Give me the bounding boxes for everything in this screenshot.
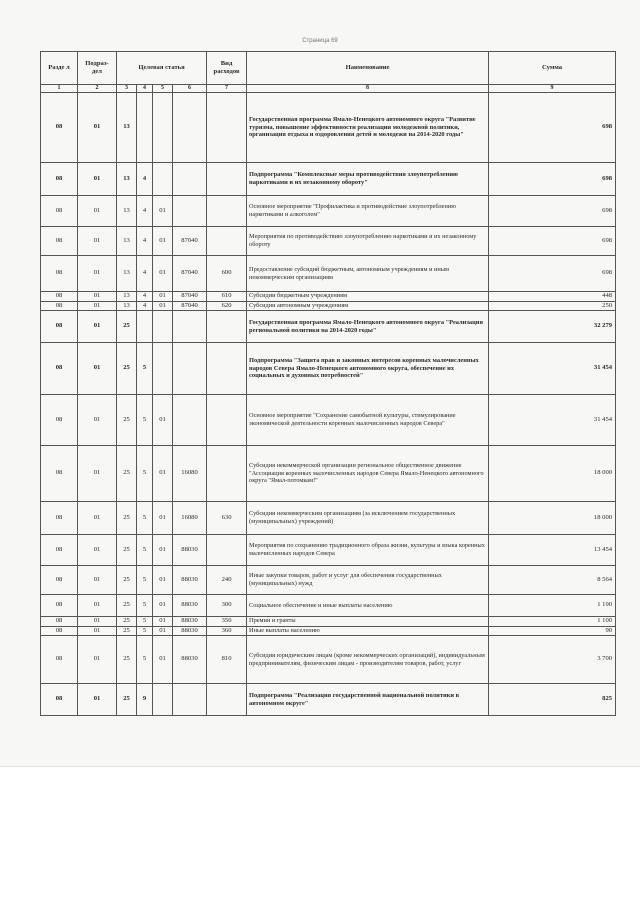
cell-razdel: 08 <box>41 595 78 617</box>
cell-subprogram: 5 <box>137 636 153 684</box>
cell-razdel: 08 <box>41 163 78 196</box>
cell-event <box>153 684 173 716</box>
cell-podrazdel: 01 <box>78 535 117 566</box>
cell-sum: 18 000 <box>489 446 616 502</box>
page-edge <box>0 766 640 767</box>
cell-razdel: 08 <box>41 446 78 502</box>
cell-vid <box>207 93 247 163</box>
cell-program: 13 <box>117 93 137 163</box>
cell-vid <box>207 196 247 227</box>
cell-name: Государственная программа Ямало-Ненецкого автономного округа "Реализация региональной политики на 2014-2020 годы" <box>247 311 489 343</box>
cell-vid <box>207 395 247 446</box>
cell-razdel: 08 <box>41 343 78 395</box>
cell-name: Премии и гранты <box>247 617 489 627</box>
cell-podrazdel: 01 <box>78 301 117 311</box>
cell-razdel: 08 <box>41 395 78 446</box>
cell-vid: 360 <box>207 626 247 636</box>
cell-event: 01 <box>153 626 173 636</box>
cell-subprogram: 4 <box>137 227 153 256</box>
cell-sum: 31 454 <box>489 395 616 446</box>
cell-subprogram: 5 <box>137 395 153 446</box>
cell-vid: 240 <box>207 566 247 595</box>
col-number: 4 <box>137 85 153 93</box>
cell-event: 01 <box>153 617 173 627</box>
cell-sum: 90 <box>489 626 616 636</box>
col-number: 3 <box>117 85 137 93</box>
cell-vid: 300 <box>207 595 247 617</box>
cell-name: Мероприятия по противодействию злоупотреблению наркотиками и их незаконному обороту <box>247 227 489 256</box>
cell-name: Подпрограмма "Реализация государственной национальной политики в автономном округе" <box>247 684 489 716</box>
cell-event: 01 <box>153 446 173 502</box>
cell-razdel: 08 <box>41 617 78 627</box>
table-row <box>41 446 616 502</box>
cell-podrazdel: 01 <box>78 343 117 395</box>
cell-subprogram: 5 <box>137 535 153 566</box>
cell-direction: 87040 <box>173 292 207 302</box>
cell-direction <box>173 311 207 343</box>
cell-event: 01 <box>153 256 173 292</box>
col-number: 5 <box>153 85 173 93</box>
cell-razdel: 08 <box>41 684 78 716</box>
cell-event: 01 <box>153 566 173 595</box>
cell-subprogram: 4 <box>137 292 153 302</box>
header-razdel: Разде л <box>41 52 78 85</box>
table-header-row <box>41 52 616 85</box>
cell-podrazdel: 01 <box>78 595 117 617</box>
cell-podrazdel: 01 <box>78 502 117 535</box>
cell-vid <box>207 446 247 502</box>
table-row <box>41 227 616 256</box>
cell-event: 01 <box>153 292 173 302</box>
header-vid: Вид расходов <box>207 52 247 85</box>
cell-vid: 600 <box>207 256 247 292</box>
cell-sum: 32 279 <box>489 311 616 343</box>
header-summa: Сумма <box>489 52 616 85</box>
cell-direction: 88030 <box>173 535 207 566</box>
cell-direction: 87040 <box>173 256 207 292</box>
cell-subprogram: 5 <box>137 446 153 502</box>
cell-vid <box>207 311 247 343</box>
cell-sum: 698 <box>489 256 616 292</box>
cell-sum: 31 454 <box>489 343 616 395</box>
cell-vid <box>207 535 247 566</box>
cell-program: 25 <box>117 566 137 595</box>
cell-razdel: 08 <box>41 626 78 636</box>
cell-subprogram: 5 <box>137 566 153 595</box>
cell-sum: 698 <box>489 163 616 196</box>
budget-table <box>40 51 616 716</box>
cell-vid: 620 <box>207 301 247 311</box>
cell-event <box>153 93 173 163</box>
cell-podrazdel: 01 <box>78 617 117 627</box>
cell-subprogram: 5 <box>137 626 153 636</box>
cell-subprogram: 5 <box>137 617 153 627</box>
col-number: 1 <box>41 85 78 93</box>
cell-sum: 1 100 <box>489 617 616 627</box>
cell-program: 25 <box>117 595 137 617</box>
table-row <box>41 626 616 636</box>
cell-direction: 16080 <box>173 446 207 502</box>
table-row <box>41 343 616 395</box>
column-number-row <box>41 85 616 93</box>
cell-razdel: 08 <box>41 292 78 302</box>
cell-program: 25 <box>117 626 137 636</box>
cell-vid: 630 <box>207 502 247 535</box>
table-row <box>41 163 616 196</box>
cell-direction <box>173 395 207 446</box>
cell-name: Предоставление субсидий бюджетным, автономным учреждениям и иным некоммерческим организациям <box>247 256 489 292</box>
table-row <box>41 292 616 302</box>
cell-sum: 13 454 <box>489 535 616 566</box>
cell-sum: 698 <box>489 93 616 163</box>
cell-event: 01 <box>153 535 173 566</box>
col-number: 6 <box>173 85 207 93</box>
cell-name: Основное мероприятие "Сохранение самобытной культуры, стимулирование экономической деятельности коренных малочисленных народов Севера" <box>247 395 489 446</box>
cell-program: 25 <box>117 311 137 343</box>
cell-program: 13 <box>117 301 137 311</box>
cell-sum: 1 190 <box>489 595 616 617</box>
cell-event: 01 <box>153 502 173 535</box>
header-celevaya: Целевая статья <box>117 52 207 85</box>
table-row <box>41 256 616 292</box>
table-row <box>41 617 616 627</box>
cell-subprogram <box>137 93 153 163</box>
table-row <box>41 311 616 343</box>
cell-vid: 810 <box>207 636 247 684</box>
cell-direction: 16080 <box>173 502 207 535</box>
cell-event: 01 <box>153 301 173 311</box>
cell-name: Мероприятия по сохранению традиционного образа жизни, культуры и языка коренных малочисленных народов Севера <box>247 535 489 566</box>
cell-direction <box>173 196 207 227</box>
cell-podrazdel: 01 <box>78 227 117 256</box>
header-podrazdel: Подраз- дел <box>78 52 117 85</box>
cell-podrazdel: 01 <box>78 93 117 163</box>
cell-event: 01 <box>153 636 173 684</box>
cell-direction: 88030 <box>173 617 207 627</box>
cell-razdel: 08 <box>41 256 78 292</box>
cell-program: 13 <box>117 227 137 256</box>
cell-direction <box>173 343 207 395</box>
cell-subprogram: 4 <box>137 196 153 227</box>
cell-event: 01 <box>153 395 173 446</box>
cell-direction <box>173 93 207 163</box>
cell-sum: 8 564 <box>489 566 616 595</box>
cell-event <box>153 163 173 196</box>
cell-program: 25 <box>117 446 137 502</box>
cell-name: Иные закупки товаров, работ и услуг для обеспечения государственных (муниципальных) нужд <box>247 566 489 595</box>
cell-direction: 88030 <box>173 626 207 636</box>
cell-podrazdel: 01 <box>78 163 117 196</box>
cell-razdel: 08 <box>41 566 78 595</box>
cell-podrazdel: 01 <box>78 446 117 502</box>
cell-event <box>153 311 173 343</box>
cell-program: 25 <box>117 684 137 716</box>
cell-program: 13 <box>117 292 137 302</box>
cell-podrazdel: 01 <box>78 566 117 595</box>
cell-direction: 88030 <box>173 566 207 595</box>
cell-program: 13 <box>117 196 137 227</box>
table-row <box>41 566 616 595</box>
cell-razdel: 08 <box>41 301 78 311</box>
cell-name: Социальное обеспечение и иные выплаты населению <box>247 595 489 617</box>
cell-name: Субсидии бюджетным учреждениям <box>247 292 489 302</box>
cell-razdel: 08 <box>41 636 78 684</box>
cell-subprogram: 5 <box>137 343 153 395</box>
cell-event <box>153 343 173 395</box>
cell-sum: 3 700 <box>489 636 616 684</box>
cell-razdel: 08 <box>41 502 78 535</box>
cell-sum: 250 <box>489 301 616 311</box>
cell-name: Подпрограмма "Защита прав и законных интересов коренных малочисленных народов Севера Ямало-Ненецкого автономного округа, обеспечение их социальных и духовных потребностей" <box>247 343 489 395</box>
cell-sum: 18 000 <box>489 502 616 535</box>
cell-subprogram: 4 <box>137 301 153 311</box>
table-row <box>41 196 616 227</box>
cell-event: 01 <box>153 227 173 256</box>
cell-name: Субсидии юридическим лицам (кроме некоммерческих организаций), индивидуальным предпринимателям, физическим лицам - производителям товаров, работ, услуг <box>247 636 489 684</box>
cell-podrazdel: 01 <box>78 684 117 716</box>
cell-razdel: 08 <box>41 311 78 343</box>
table-row <box>41 636 616 684</box>
cell-subprogram: 4 <box>137 256 153 292</box>
cell-podrazdel: 01 <box>78 395 117 446</box>
cell-subprogram: 5 <box>137 502 153 535</box>
cell-vid <box>207 343 247 395</box>
cell-name: Субсидия некоммерческой организации региональное общественное движение "Ассоциация коренных малочисленных народов Севера Ямало-Ненецкого автономного округа "Ямал-потомкам!" <box>247 446 489 502</box>
cell-vid: 350 <box>207 617 247 627</box>
table-row <box>41 595 616 617</box>
cell-podrazdel: 01 <box>78 292 117 302</box>
cell-podrazdel: 01 <box>78 196 117 227</box>
cell-razdel: 08 <box>41 227 78 256</box>
col-number: 8 <box>247 85 489 93</box>
page-label: Страница 69 <box>302 38 338 44</box>
cell-program: 13 <box>117 163 137 196</box>
cell-program: 25 <box>117 535 137 566</box>
cell-subprogram: 9 <box>137 684 153 716</box>
cell-podrazdel: 01 <box>78 636 117 684</box>
cell-vid <box>207 227 247 256</box>
cell-name: Субсидии автономным учреждениям <box>247 301 489 311</box>
cell-program: 25 <box>117 395 137 446</box>
cell-program: 25 <box>117 617 137 627</box>
cell-razdel: 08 <box>41 93 78 163</box>
cell-podrazdel: 01 <box>78 626 117 636</box>
cell-name: Подпрограмма "Комплексные меры противодействия злоупотреблению наркотиками и их незаконному обороту" <box>247 163 489 196</box>
table-row <box>41 502 616 535</box>
col-number: 2 <box>78 85 117 93</box>
cell-program: 25 <box>117 343 137 395</box>
table-row <box>41 301 616 311</box>
table-row <box>41 535 616 566</box>
cell-direction: 87040 <box>173 227 207 256</box>
cell-name: Основное мероприятие "Профилактика и противодействие злоупотреблению наркотиками и алкоголем" <box>247 196 489 227</box>
cell-subprogram: 4 <box>137 163 153 196</box>
cell-razdel: 08 <box>41 196 78 227</box>
cell-program: 25 <box>117 502 137 535</box>
cell-name: Иные выплаты населению <box>247 626 489 636</box>
cell-event: 01 <box>153 196 173 227</box>
cell-podrazdel: 01 <box>78 311 117 343</box>
cell-sum: 698 <box>489 196 616 227</box>
table-row <box>41 684 616 716</box>
cell-direction: 87040 <box>173 301 207 311</box>
cell-sum: 698 <box>489 227 616 256</box>
cell-name: Субсидии некоммерческим организациям (за исключением государственных (муниципальных) учреждений) <box>247 502 489 535</box>
cell-direction: 88030 <box>173 636 207 684</box>
cell-direction <box>173 163 207 196</box>
cell-vid: 610 <box>207 292 247 302</box>
col-number: 7 <box>207 85 247 93</box>
header-naim: Наименование <box>247 52 489 85</box>
cell-name: Государственная программа Ямало-Ненецкого автономного округа "Развитие туризма, повышение эффективности реализации молодежной политики, организация отдыха и оздоровления детей и молодежи на 2014-2020 годы" <box>247 93 489 163</box>
cell-podrazdel: 01 <box>78 256 117 292</box>
cell-vid <box>207 163 247 196</box>
cell-program: 13 <box>117 256 137 292</box>
cell-direction <box>173 684 207 716</box>
table-row <box>41 395 616 446</box>
cell-direction: 88030 <box>173 595 207 617</box>
cell-program: 25 <box>117 636 137 684</box>
cell-subprogram <box>137 311 153 343</box>
col-number: 9 <box>489 85 616 93</box>
cell-subprogram: 5 <box>137 595 153 617</box>
cell-sum: 448 <box>489 292 616 302</box>
table-row <box>41 93 616 163</box>
cell-vid <box>207 684 247 716</box>
cell-razdel: 08 <box>41 535 78 566</box>
cell-sum: 825 <box>489 684 616 716</box>
cell-event: 01 <box>153 595 173 617</box>
